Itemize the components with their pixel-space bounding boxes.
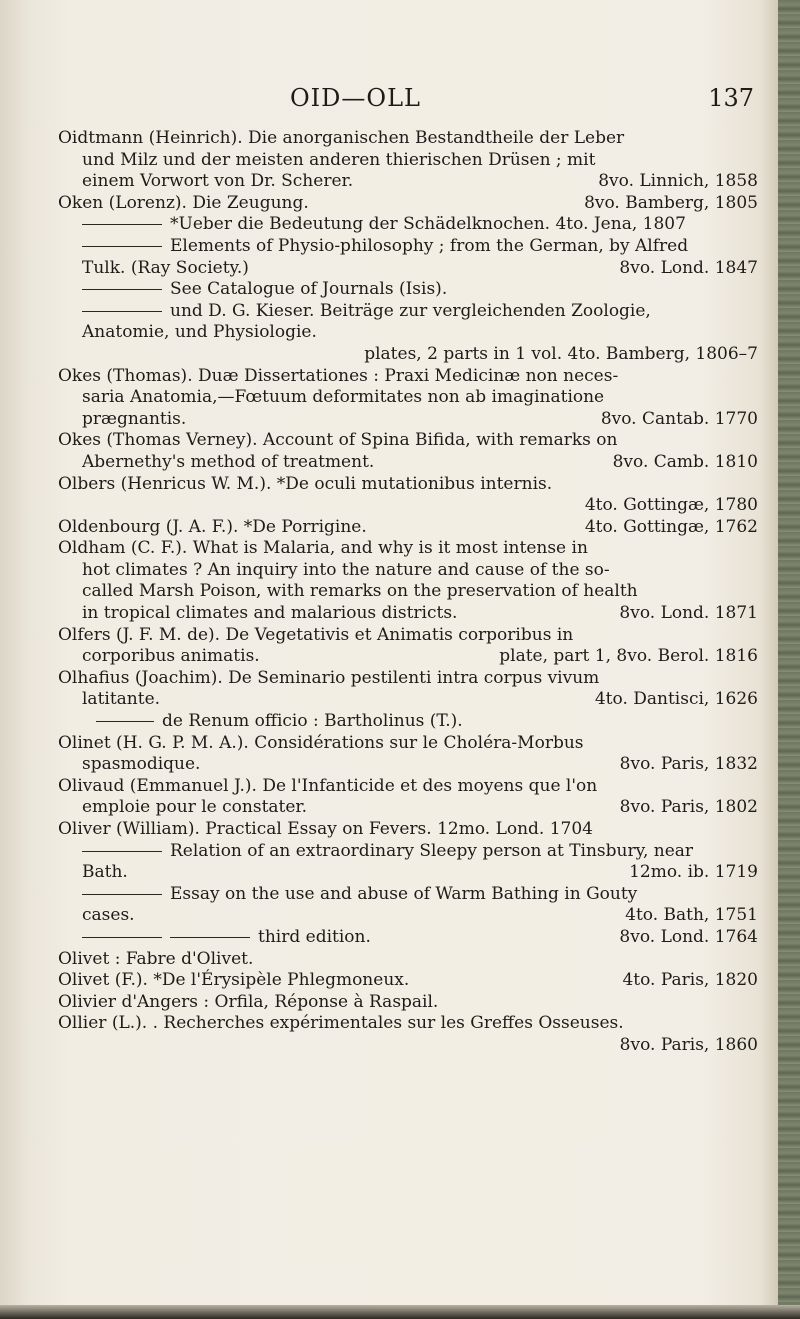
entry-text: emploie pour le constater. xyxy=(82,797,308,818)
entry-oken xyxy=(58,193,758,215)
entry-line xyxy=(58,409,758,431)
entry-olivaud xyxy=(58,776,758,819)
ditto-rule xyxy=(82,311,162,312)
entry-line xyxy=(58,927,758,949)
imprint: 4to. Gottingæ, 1780 xyxy=(584,495,758,516)
entry-line xyxy=(58,258,758,280)
imprint: 8vo. Paris, 1802 xyxy=(619,797,758,818)
entry-text: corporibus animatis. xyxy=(82,646,260,667)
entry-line: Olivet : Fabre d'Olivet. xyxy=(58,948,254,969)
entry-line xyxy=(58,970,758,992)
ditto-rule xyxy=(82,224,162,225)
entry-oken-kieser xyxy=(58,301,758,366)
entry-line: Olivaud (Emmanuel J.). De l'Infanticide et des moyens que l'on xyxy=(58,775,598,796)
ditto-rule xyxy=(82,246,162,247)
entry-text: spasmodique. xyxy=(82,754,201,775)
entry-oken-journals xyxy=(58,279,758,301)
imprint: 4to. Bath, 1751 xyxy=(625,905,758,926)
entry-line xyxy=(58,344,758,366)
entry-line: Olbers (Henricus W. M.). *De oculi mutationibus internis. xyxy=(58,473,553,494)
entry-line: Olinet (H. G. P. M. A.). Considérations sur le Choléra-Morbus xyxy=(58,732,584,753)
entry-oliver-relation xyxy=(58,841,758,884)
entry-oliver-third-edition xyxy=(58,927,758,949)
entry-olhafius xyxy=(58,668,758,711)
entry-text: einem Vorwort von Dr. Scherer. xyxy=(82,171,354,192)
entry-line xyxy=(58,1035,758,1057)
entry-oliver-bathing xyxy=(58,884,758,927)
entry-line xyxy=(58,214,758,236)
ditto-rule xyxy=(170,937,250,938)
entry-line: Okes (Thomas Verney). Account of Spina Bifida, with remarks on xyxy=(58,430,618,451)
imprint: 8vo. Lond. 1871 xyxy=(619,603,758,624)
ditto-rule xyxy=(82,937,162,938)
entry-line xyxy=(58,236,758,258)
entry-line: Olfers (J. F. M. de). De Vegetativis et Animatis corporibus in xyxy=(58,624,574,645)
entry-text: de Renum officio : Bartholinus (T.). xyxy=(162,711,463,732)
entry-line: saria Anatomia,—Fœtuum deformitates non ab imaginatione xyxy=(82,387,605,408)
entry-text: prægnantis. xyxy=(82,408,187,429)
entry-line: hot climates ? An inquiry into the nature and cause of the so- xyxy=(82,559,610,580)
ditto-rule xyxy=(82,851,162,852)
catalogue-entries xyxy=(58,128,758,1057)
entry-line xyxy=(58,689,758,711)
imprint: 8vo. Paris, 1832 xyxy=(619,754,758,775)
entry-text: Abernethy's method of treatment. xyxy=(82,451,375,472)
entry-line: Oldham (C. F.). What is Malaria, and why is it most intense in xyxy=(58,538,588,559)
entry-olivier xyxy=(58,992,758,1014)
entry-olivet-f xyxy=(58,970,758,992)
imprint: 8vo. Lond. 1847 xyxy=(619,257,758,278)
imprint: 4to. Dantisci, 1626 xyxy=(594,689,758,710)
entry-oldham xyxy=(58,538,758,624)
imprint: 8vo. Linnich, 1858 xyxy=(598,171,758,192)
entry-text: Oldenbourg (J. A. F.). *De Porrigine. xyxy=(58,516,367,537)
entry-text: Essay on the use and abuse of Warm Bathing in Gouty xyxy=(170,883,638,904)
entry-line: Ollier (L.). . Recherches expérimentales sur les Greffes Osseuses. xyxy=(58,1013,624,1034)
book-spine-edge xyxy=(778,0,800,1319)
entry-olbers xyxy=(58,474,758,517)
entry-olivet-fabre xyxy=(58,949,758,971)
page-bottom-edge xyxy=(0,1305,800,1319)
entry-text: third edition. xyxy=(258,926,371,947)
imprint: 8vo. Bamberg, 1805 xyxy=(584,192,758,213)
entry-text: cases. xyxy=(82,905,135,926)
entry-line: Okes (Thomas). Duæ Dissertationes : Praxi Medicinæ non neces- xyxy=(58,365,619,386)
entry-text: *Ueber die Bedeutung der Schädelknochen. 4to. Jena, 1807 xyxy=(170,214,686,235)
page-number: 137 xyxy=(708,84,754,112)
entry-oidtmann xyxy=(58,128,758,193)
entry-text: Oken (Lorenz). Die Zeugung. xyxy=(58,192,309,213)
entry-line: Anatomie, und Physiologie. xyxy=(82,322,317,343)
entry-oliver xyxy=(58,819,758,841)
entry-line xyxy=(58,171,758,193)
imprint: 8vo. Cantab. 1770 xyxy=(600,408,758,429)
entry-line xyxy=(58,193,758,215)
ditto-rule xyxy=(82,289,162,290)
entry-line xyxy=(58,862,758,884)
entry-oldenbourg xyxy=(58,517,758,539)
entry-line xyxy=(58,754,758,776)
entry-text: Relation of an extraordinary Sleepy person at Tinsbury, near xyxy=(170,840,694,861)
entry-line xyxy=(58,841,758,863)
entry-text: Elements of Physio-philosophy ; from the German, by Alfred xyxy=(170,235,689,256)
entry-line xyxy=(58,517,758,539)
entry-olfers xyxy=(58,625,758,668)
entry-line: Oidtmann (Heinrich). Die anorganischen Bestandtheile der Leber xyxy=(58,128,625,148)
entry-line xyxy=(58,301,758,323)
entry-text: und D. G. Kieser. Beiträge zur vergleichenden Zoologie, xyxy=(170,300,651,321)
entry-line: Olivier d'Angers : Orfila, Réponse à Raspail. xyxy=(58,991,439,1012)
imprint: plate, part 1, 8vo. Berol. 1816 xyxy=(499,646,758,667)
imprint: plates, 2 parts in 1 vol. 4to. Bamberg, 1806–7 xyxy=(364,343,758,364)
ditto-rule xyxy=(96,721,154,722)
running-head xyxy=(0,84,800,114)
entry-text: latitante. xyxy=(82,689,161,710)
entry-line xyxy=(58,279,758,301)
entry-olinet xyxy=(58,733,758,776)
entry-line xyxy=(58,452,758,474)
entry-line xyxy=(58,905,758,927)
entry-line: und Milz und der meisten anderen thierischen Drüsen ; mit xyxy=(82,149,596,170)
entry-text: in tropical climates and malarious districts. xyxy=(82,603,458,624)
running-head-title: OID—OLL xyxy=(290,84,421,112)
entry-line: called Marsh Poison, with remarks on the preservation of health xyxy=(82,581,638,602)
entry-line: Oliver (William). Practical Essay on Fevers. 12mo. Lond. 1704 xyxy=(58,819,594,839)
entry-oken-schaedel xyxy=(58,214,758,236)
entry-line xyxy=(58,884,758,906)
imprint: 8vo. Paris, 1860 xyxy=(619,1034,758,1055)
entry-text: See Catalogue of Journals (Isis). xyxy=(170,279,448,300)
entry-line xyxy=(58,797,758,819)
imprint: 4to. Gottingæ, 1762 xyxy=(584,516,758,537)
imprint: 12mo. ib. 1719 xyxy=(629,862,758,883)
entry-line: Olhafius (Joachim). De Seminario pestilenti intra corpus vivum xyxy=(58,667,600,688)
entry-text: Olivet (F.). *De l'Érysipèle Phlegmoneux. xyxy=(58,970,410,991)
ditto-rule xyxy=(82,894,162,895)
imprint: 8vo. Camb. 1810 xyxy=(612,451,758,472)
entry-text: Tulk. (Ray Society.) xyxy=(82,257,249,278)
entry-okes-thomas xyxy=(58,366,758,431)
entry-line xyxy=(58,495,758,517)
imprint: 4to. Paris, 1820 xyxy=(622,970,758,991)
entry-ollier xyxy=(58,1013,758,1056)
entry-oken-elements xyxy=(58,236,758,279)
entry-okes-verney xyxy=(58,430,758,473)
imprint: 8vo. Lond. 1764 xyxy=(619,926,758,947)
entry-line xyxy=(58,711,758,733)
entry-line xyxy=(58,603,758,625)
entry-olhafius-renum xyxy=(58,711,758,733)
entry-text: Bath. xyxy=(82,862,128,883)
entry-line xyxy=(58,646,758,668)
